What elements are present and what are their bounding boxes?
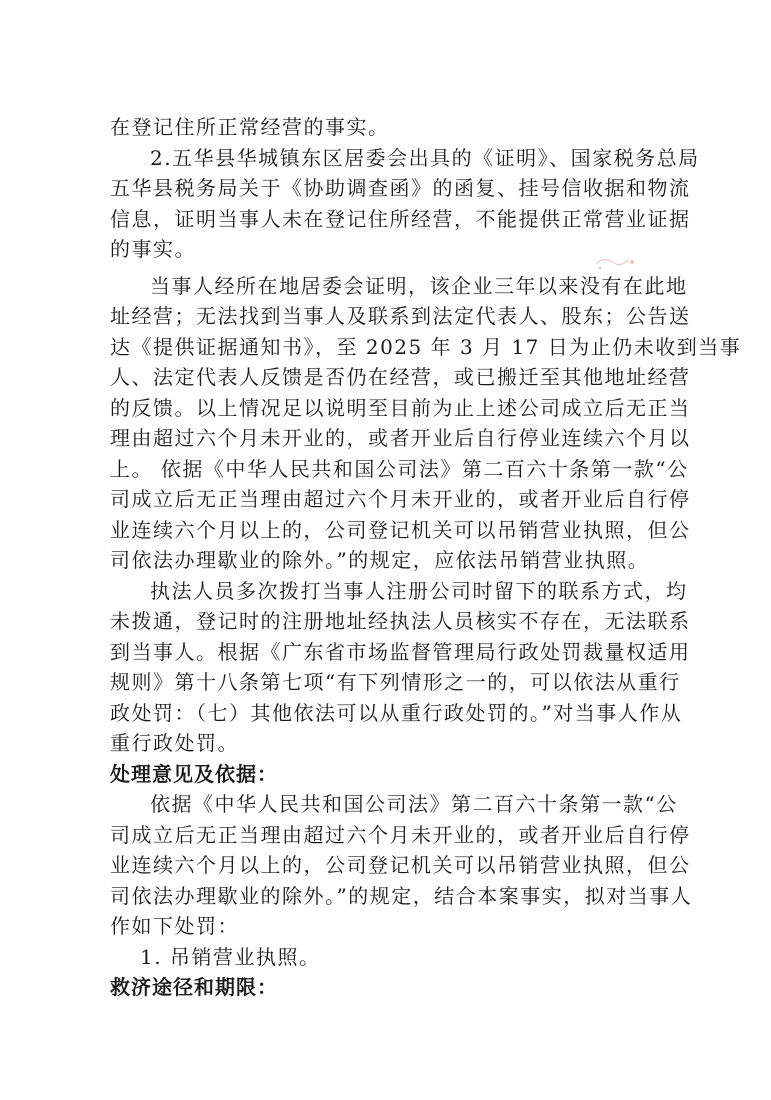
text-line: 规则》第十八条第七项“有下列情形之一的，可以依法从重行 [110,670,681,694]
text-line: 业连续六个月以上的，公司登记机关可以吊销营业执照，但公 [110,853,691,877]
text-line: 理由超过六个月未开业的，或者开业后自行停业连续六个月以 [110,426,691,450]
text-line: 作如下处罚： [110,914,239,938]
text-line: 的反馈。以上情况足以说明至目前为止上述公司成立后无正当 [110,395,691,420]
text-line: 达《提供证据通知书》，至 2025 年 3 月 17 日为止仍未收到当事 [110,334,742,359]
list-item: 1. 吊销营业执照。 [140,944,321,969]
text-line: 当事人经所在地居委会证明，该企业三年以来没有在此地 [150,273,688,298]
text-line: 司成立后无正当理由超过六个月未开业的，或者开业后自行停 [110,487,691,511]
text-line: 2.五华县华城镇东区居委会出具的《证明》、国家税务总局 [150,145,700,170]
document-body [110,112,742,1003]
text-line: 上。 依据《中华人民共和国公司法》第二百六十条第一款“公 [110,456,689,481]
text-line: 司依法办理歇业的除外。”的规定，结合本案事实，拟对当事人 [110,883,693,908]
text-line: 业连续六个月以上的，公司登记机关可以吊销营业执照，但公 [110,517,691,542]
text-line: 司成立后无正当理由超过六个月未开业的，或者开业后自行停 [110,822,691,847]
text-line: 司依法办理歇业的除外。”的规定，应依法吊销营业执照。 [110,548,650,572]
text-line: 信息，证明当事人未在登记住所经营，不能提供正常营业证据 [110,206,691,231]
text-line: 人、法定代表人反馈是否仍在经营，或已搬迁至其他地址经营 [110,365,691,389]
text-line: 执法人员多次拨打当事人注册公司时留下的联系方式，均 [150,578,688,603]
section-heading-handling-opinion: 处理意见及依据： [110,761,278,786]
text-line: 五华县税务局关于《协助调查函》的函复、挂号信收据和物流 [110,176,691,200]
text-line: 到当事人。根据《广东省市场监督管理局行政处罚裁量权适用 [110,639,691,664]
text-line: 址经营；无法找到当事人及联系到法定代表人、股东；公告送 [110,304,691,328]
text-line: 依据《中华人民共和国公司法》第二百六十条第一款“公 [150,792,678,816]
text-line: 政处罚：（七）其他依法可以从重行政处罚的。”对当事人作从 [110,700,683,725]
text-line: 的事实。 [110,237,196,261]
section-heading-remedy: 救济途径和期限： [110,975,278,999]
text-line: 未拨通，登记时的注册地址经执法人员核实不存在，无法联系 [110,609,691,633]
text-line: 在登记住所正常经营的事实。 [110,115,390,139]
text-line: 重行政处罚。 [110,731,239,755]
